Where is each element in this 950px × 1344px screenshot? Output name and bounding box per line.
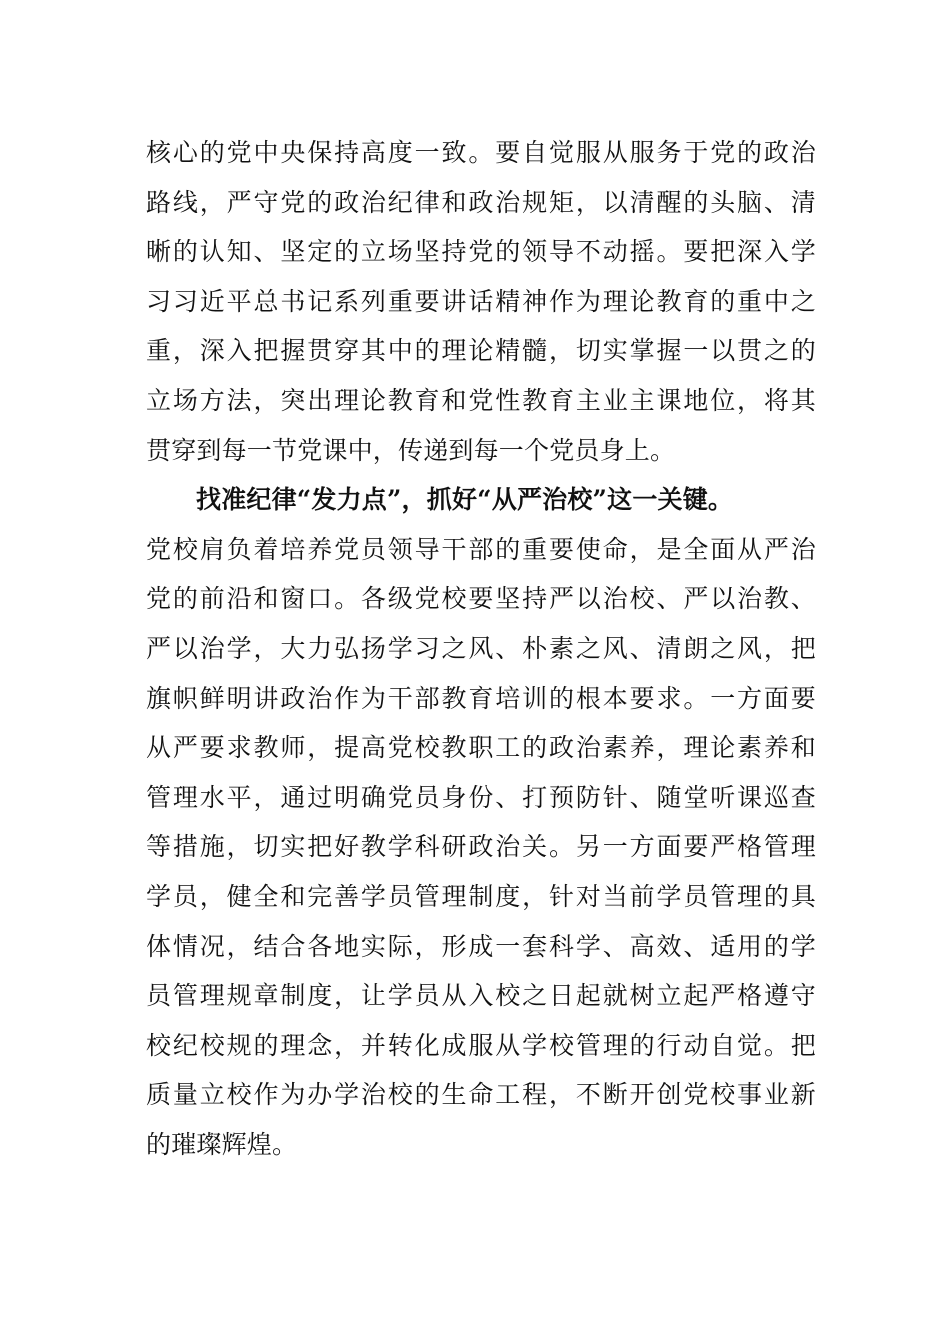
text-line: 核心的党中央保持高度一致。要自觉服从服务于党的政治 [146,138,816,167]
text-line: 党的前沿和窗口。各级党校要坚持严以治校、严以治教、 [146,584,816,614]
text-line: 贯穿到每一节党课中，传递到每一个党员身上。 [146,435,676,465]
text-line: 旗帜鲜明讲政治作为干部教育培训的根本要求。一方面要 [146,683,816,713]
paragraph-heading: 找准纪律“发力点”，抓好“从严治校”这一关键。 [196,485,734,515]
text-line: 党校肩负着培养党员领导干部的重要使命，是全面从严治 [146,534,816,564]
text-line: 晰的认知、坚定的立场坚持党的领导不动摇。要把深入学 [146,237,816,267]
text-line: 立场方法，突出理论教育和党性教育主业主课地位，将其 [146,385,816,415]
text-line: 的璀璨辉煌。 [146,1129,298,1159]
text-line: 管理水平，通过明确党员身份、打预防针、随堂听课巡查 [146,782,816,812]
text-line: 从严要求教师，提高党校教职工的政治素养，理论素养和 [146,733,816,763]
text-line: 体情况，结合各地实际，形成一套科学、高效、适用的学 [146,931,816,961]
text-line: 习习近平总书记系列重要讲话精神作为理论教育的重中之 [146,286,816,316]
paragraph-2 [146,475,816,1169]
text-line: 路线，严守党的政治纪律和政治规矩，以清醒的头脑、清 [146,187,816,217]
text-line: 校纪校规的理念，并转化成服从学校管理的行动自觉。把 [146,1030,816,1060]
document-body [146,128,816,1169]
text-line: 学员，健全和完善学员管理制度，针对当前学员管理的具 [146,881,816,911]
text-line: 严以治学，大力弘扬学习之风、朴素之风、清朗之风，把 [146,633,816,663]
paragraph-1 [146,128,816,475]
text-line: 重，深入把握贯穿其中的理论精髓，切实掌握一以贯之的 [146,336,816,366]
text-line: 质量立校作为办学治校的生命工程，不断开创党校事业新 [146,1080,816,1110]
text-line: 员管理规章制度，让学员从入校之日起就树立起严格遵守 [146,981,816,1011]
text-line: 等措施，切实把好教学科研政治关。另一方面要严格管理 [146,832,816,862]
